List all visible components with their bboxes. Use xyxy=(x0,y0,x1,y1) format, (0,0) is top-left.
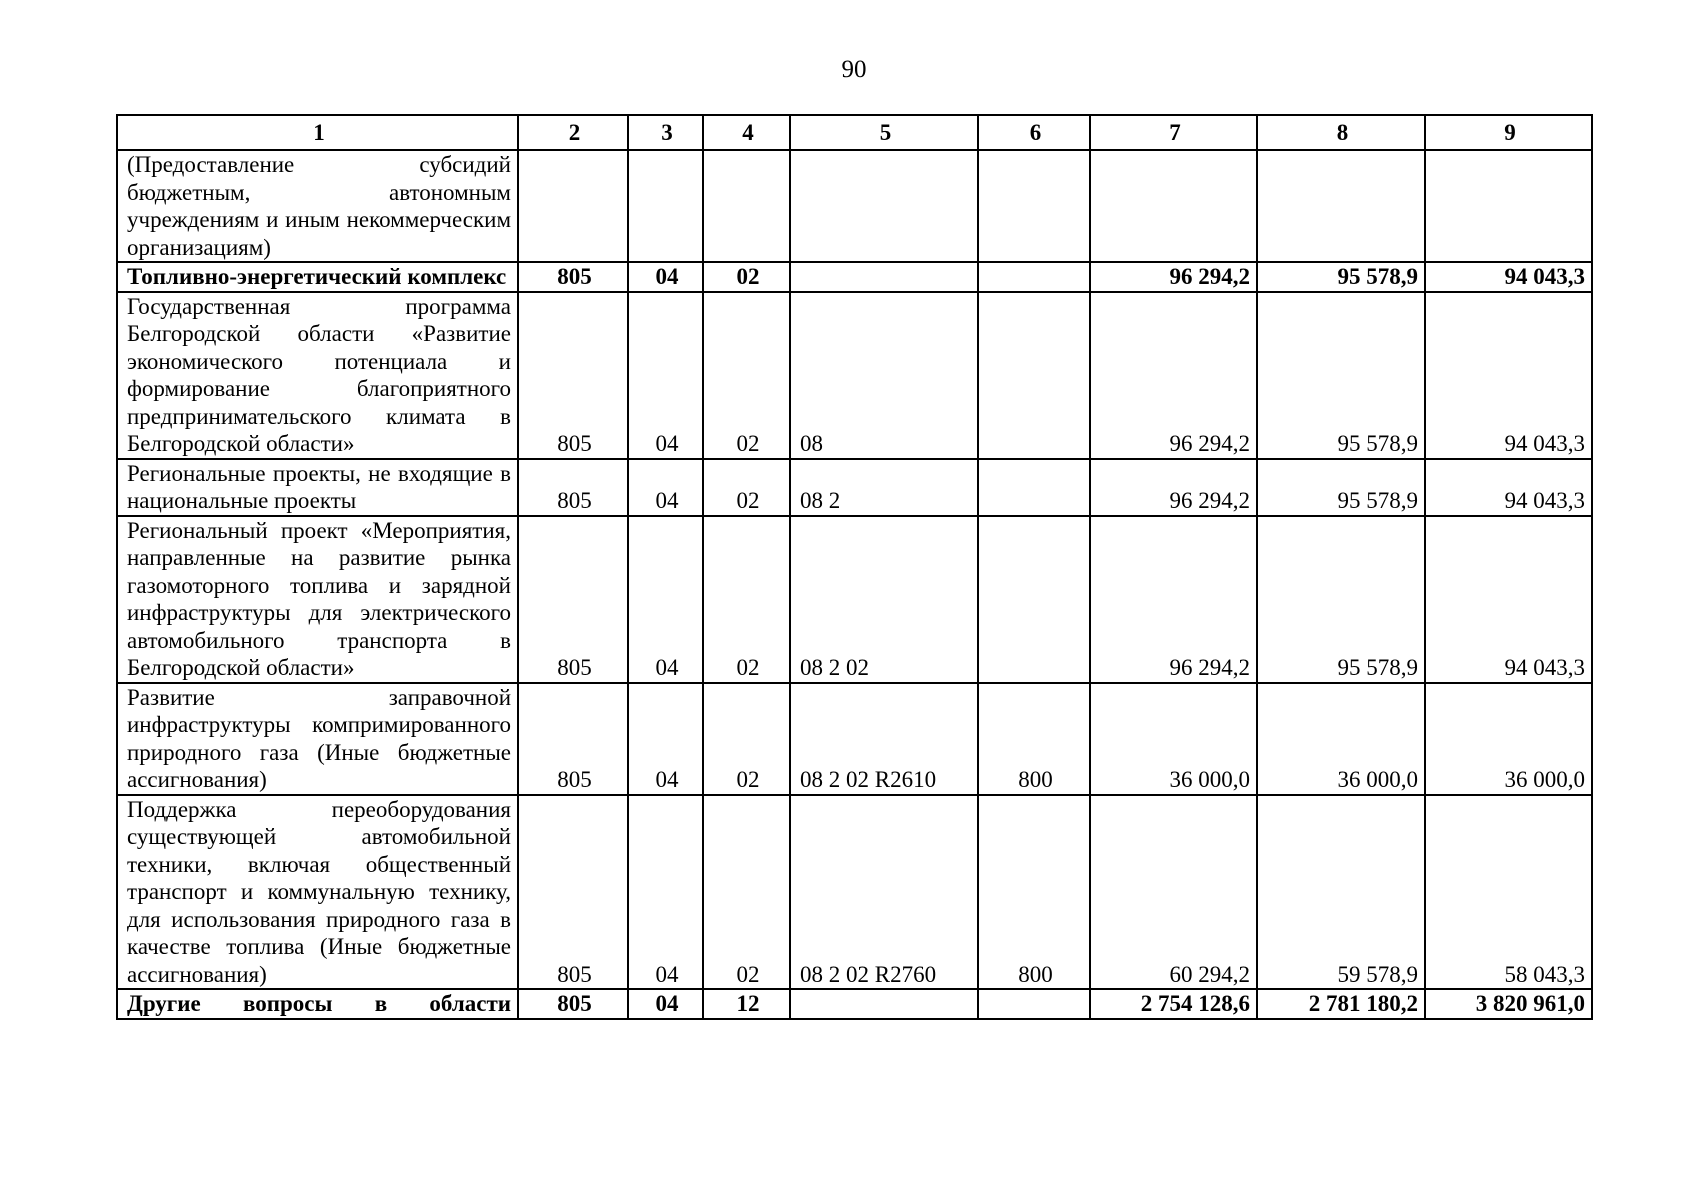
cell-col6 xyxy=(978,262,1090,292)
row-name: Государственная программа Белгородской области «Развитие экономического потенциала и формирование благоприятного предпринимательского климата в Белгородской области» xyxy=(117,292,518,459)
cell-col5: 08 2 02 xyxy=(790,516,978,683)
cell-col9 xyxy=(1425,150,1592,262)
col-header-5: 5 xyxy=(790,115,978,150)
cell-col9: 58 043,3 xyxy=(1425,795,1592,990)
cell-col3: 04 xyxy=(628,683,703,795)
cell-col6: 800 xyxy=(978,683,1090,795)
cell-col9: 36 000,0 xyxy=(1425,683,1592,795)
cell-col3: 04 xyxy=(628,459,703,516)
cell-col4: 12 xyxy=(703,989,790,1019)
col-header-1: 1 xyxy=(117,115,518,150)
cell-col3 xyxy=(628,150,703,262)
row-name: Поддержка переоборудования существующей автомобильной техники, включая общественный транспорт и коммунальную технику, для использования природного газа в качестве топлива (Иные бюджетные ассигнования) xyxy=(117,795,518,990)
cell-col7: 60 294,2 xyxy=(1090,795,1257,990)
cell-col8: 2 781 180,2 xyxy=(1257,989,1425,1019)
cell-col9: 94 043,3 xyxy=(1425,459,1592,516)
table-row xyxy=(117,459,1592,516)
cell-col4: 02 xyxy=(703,459,790,516)
cell-col9: 94 043,3 xyxy=(1425,516,1592,683)
cell-col4: 02 xyxy=(703,262,790,292)
col-header-2: 2 xyxy=(518,115,628,150)
cell-col7: 2 754 128,6 xyxy=(1090,989,1257,1019)
cell-col9: 94 043,3 xyxy=(1425,292,1592,459)
budget-table xyxy=(116,114,1593,1020)
cell-col8: 95 578,9 xyxy=(1257,262,1425,292)
cell-col2: 805 xyxy=(518,459,628,516)
cell-col5 xyxy=(790,150,978,262)
cell-col5: 08 2 02 R2760 xyxy=(790,795,978,990)
table-row xyxy=(117,683,1592,795)
cell-col6 xyxy=(978,516,1090,683)
cell-col3: 04 xyxy=(628,516,703,683)
row-name: Развитие заправочной инфраструктуры компримированного природного газа (Иные бюджетные ассигнования) xyxy=(117,683,518,795)
cell-col4: 02 xyxy=(703,795,790,990)
cell-col4 xyxy=(703,150,790,262)
cell-col8: 95 578,9 xyxy=(1257,292,1425,459)
cell-col4: 02 xyxy=(703,292,790,459)
col-header-6: 6 xyxy=(978,115,1090,150)
cell-col5: 08 2 xyxy=(790,459,978,516)
cell-col2 xyxy=(518,150,628,262)
cell-col6 xyxy=(978,459,1090,516)
cell-col7: 96 294,2 xyxy=(1090,292,1257,459)
cell-col8 xyxy=(1257,150,1425,262)
table-row xyxy=(117,292,1592,459)
cell-col7: 36 000,0 xyxy=(1090,683,1257,795)
cell-col5: 08 xyxy=(790,292,978,459)
cell-col4: 02 xyxy=(703,516,790,683)
cell-col5 xyxy=(790,262,978,292)
row-name: Региональный проект «Мероприятия, направленные на развитие рынка газомоторного топлива и зарядной инфраструктуры для электрического автомобильного транспорта в Белгородской области» xyxy=(117,516,518,683)
row-name: Другие вопросы в области xyxy=(117,989,518,1019)
cell-col2: 805 xyxy=(518,262,628,292)
cell-col7: 96 294,2 xyxy=(1090,516,1257,683)
cell-col5 xyxy=(790,989,978,1019)
cell-col7 xyxy=(1090,150,1257,262)
cell-col6: 800 xyxy=(978,795,1090,990)
cell-col6 xyxy=(978,989,1090,1019)
cell-col2: 805 xyxy=(518,795,628,990)
col-header-3: 3 xyxy=(628,115,703,150)
cell-col3: 04 xyxy=(628,989,703,1019)
col-header-9: 9 xyxy=(1425,115,1592,150)
table-row xyxy=(117,262,1592,292)
table-row xyxy=(117,516,1592,683)
col-header-8: 8 xyxy=(1257,115,1425,150)
cell-col8: 95 578,9 xyxy=(1257,516,1425,683)
col-header-4: 4 xyxy=(703,115,790,150)
cell-col6 xyxy=(978,150,1090,262)
cell-col2: 805 xyxy=(518,292,628,459)
cell-col2: 805 xyxy=(518,683,628,795)
cell-col2: 805 xyxy=(518,989,628,1019)
row-name: Региональные проекты, не входящие в национальные проекты xyxy=(117,459,518,516)
cell-col7: 96 294,2 xyxy=(1090,459,1257,516)
cell-col3: 04 xyxy=(628,795,703,990)
cell-col6 xyxy=(978,292,1090,459)
page-number: 90 xyxy=(841,56,867,83)
cell-col9: 94 043,3 xyxy=(1425,262,1592,292)
row-name: (Предоставление субсидий бюджетным, автономным учреждениям и иным некоммерческим организациям) xyxy=(117,150,518,262)
table-row xyxy=(117,795,1592,990)
cell-col9: 3 820 961,0 xyxy=(1425,989,1592,1019)
cell-col3: 04 xyxy=(628,262,703,292)
cell-col8: 95 578,9 xyxy=(1257,459,1425,516)
cell-col2: 805 xyxy=(518,516,628,683)
row-name: Топливно-энергетический комплекс xyxy=(117,262,518,292)
cell-col8: 36 000,0 xyxy=(1257,683,1425,795)
col-header-7: 7 xyxy=(1090,115,1257,150)
header-row xyxy=(117,115,1592,150)
cell-col3: 04 xyxy=(628,292,703,459)
cell-col4: 02 xyxy=(703,683,790,795)
cell-col5: 08 2 02 R2610 xyxy=(790,683,978,795)
cell-col7: 96 294,2 xyxy=(1090,262,1257,292)
table-row xyxy=(117,989,1592,1019)
table-row xyxy=(117,150,1592,262)
cell-col8: 59 578,9 xyxy=(1257,795,1425,990)
